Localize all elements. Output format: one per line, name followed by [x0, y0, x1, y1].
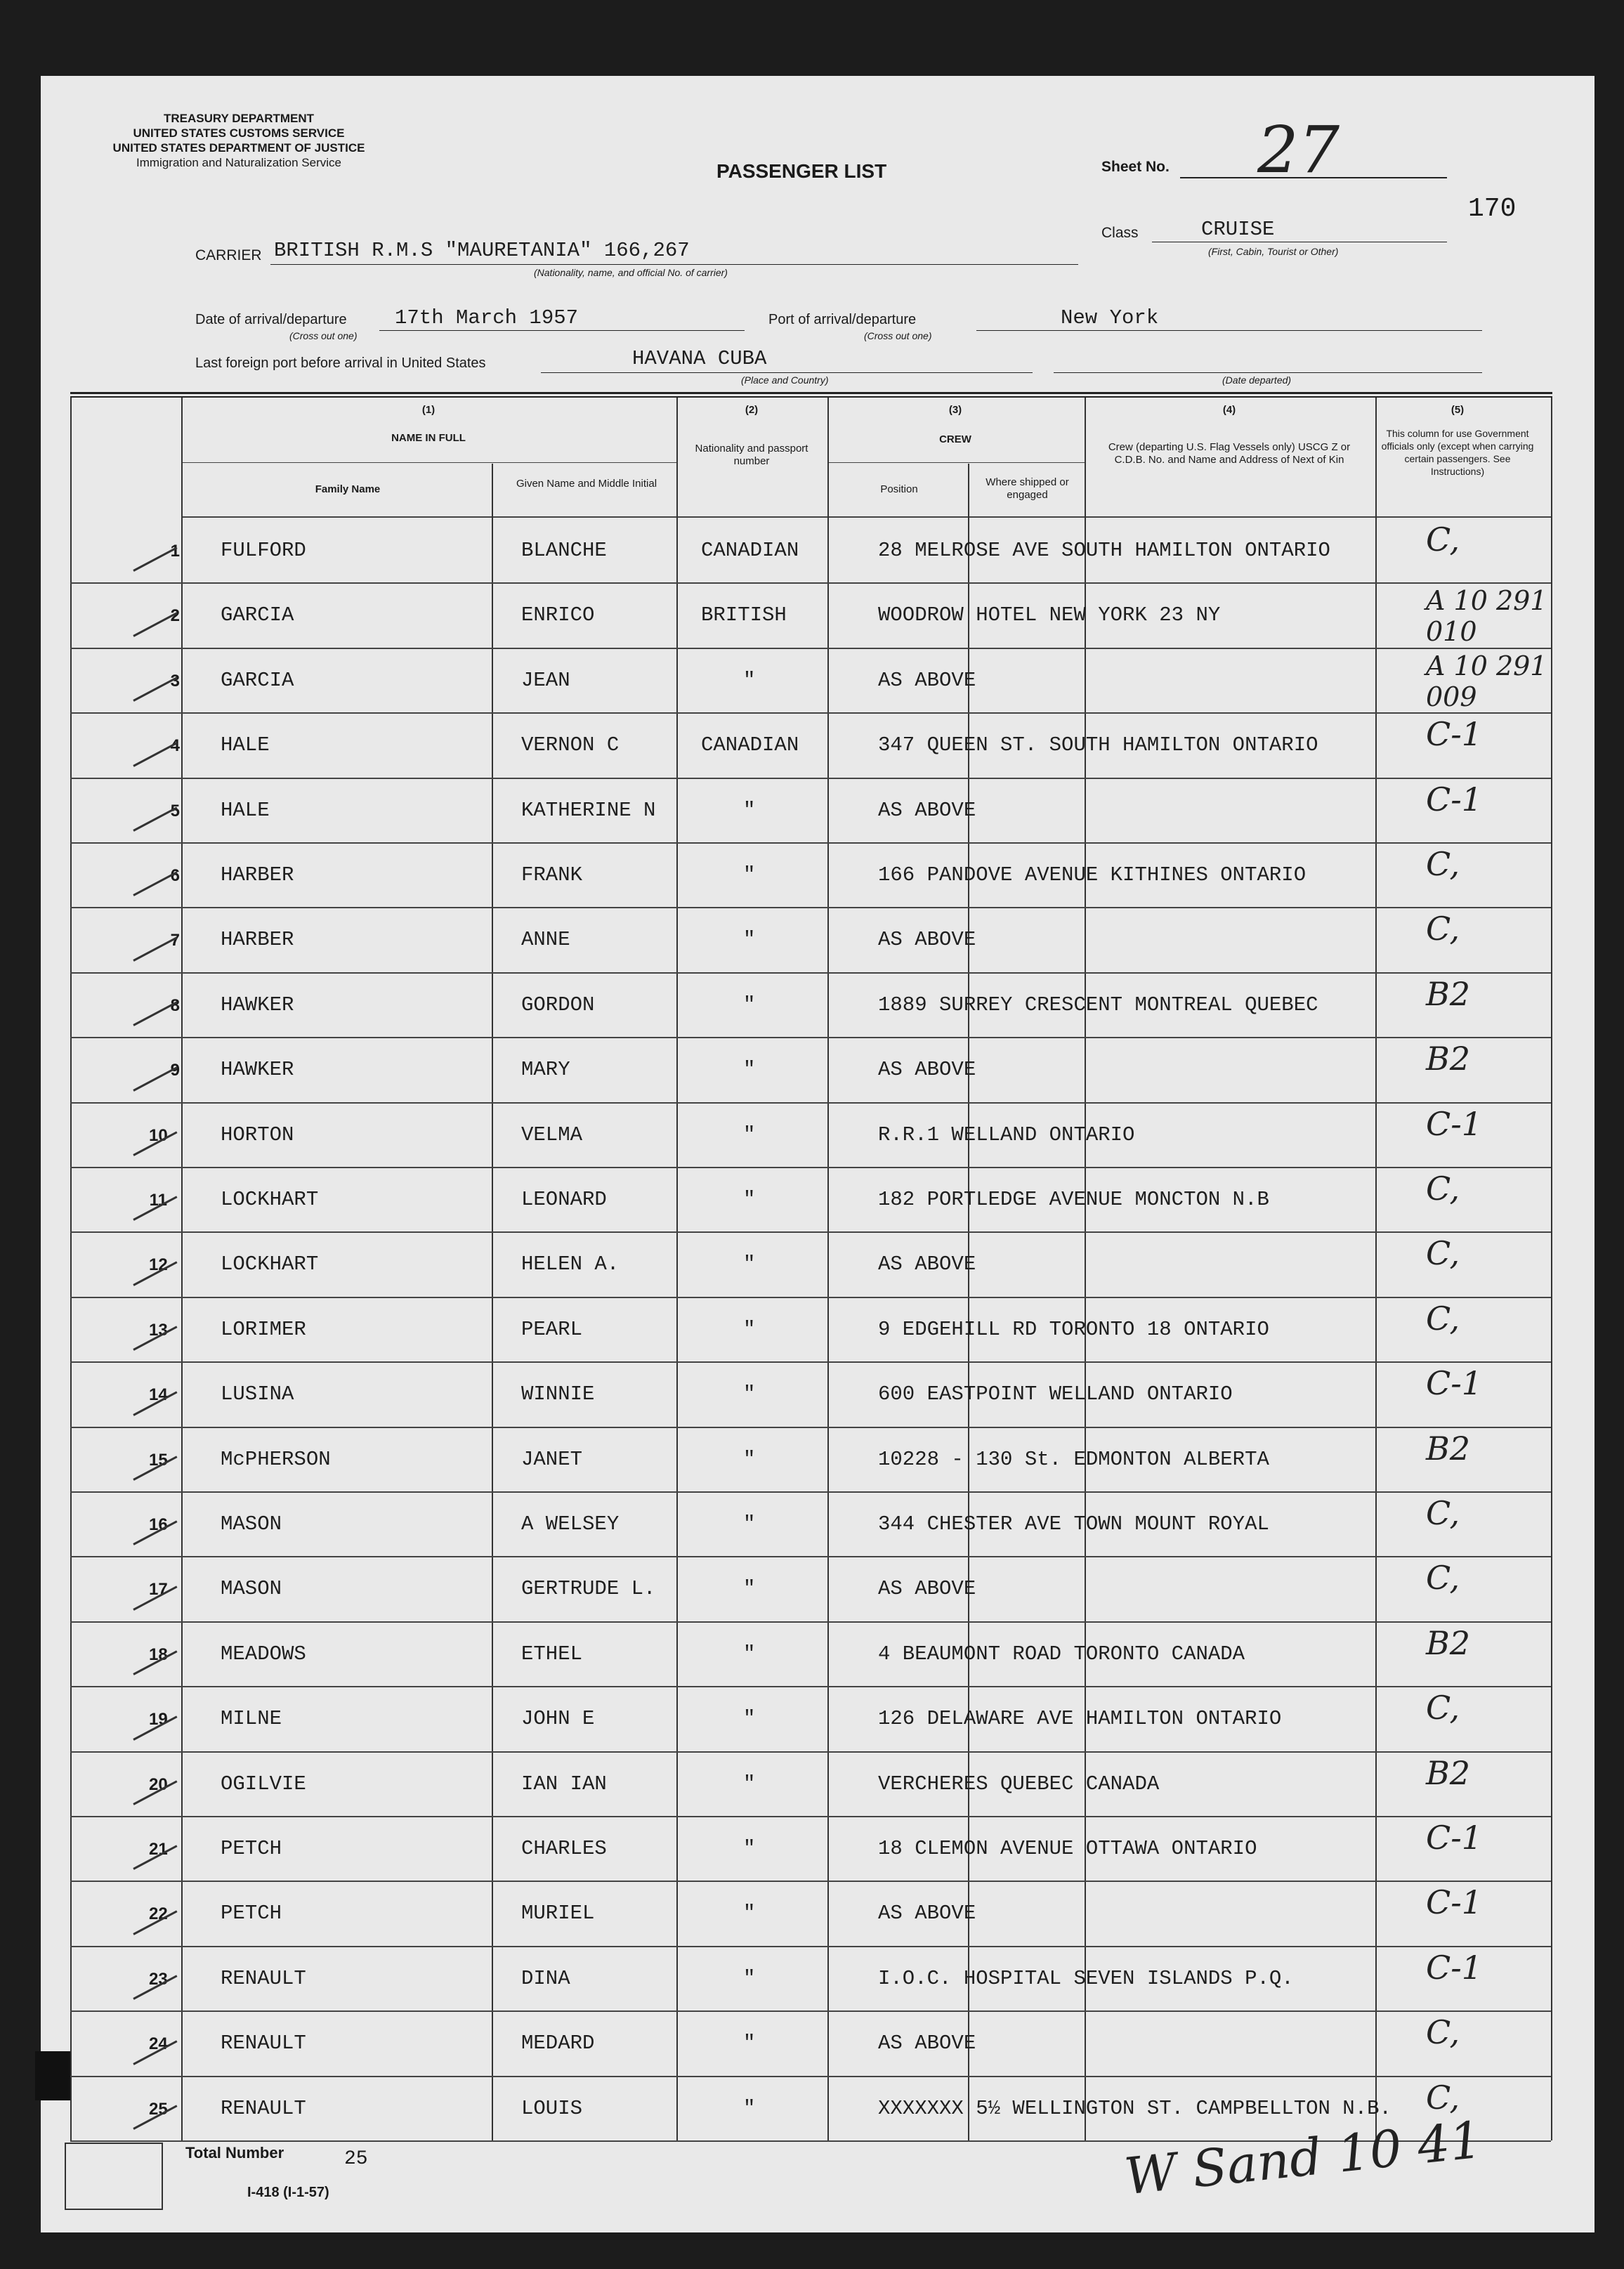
nationality: ": [743, 1837, 756, 1860]
nationality: ": [743, 1902, 756, 1925]
row-number: 9: [170, 1061, 180, 1080]
class-value: CRUISE: [1201, 218, 1275, 241]
address: 18 CLEMON AVENUE OTTAWA ONTARIO: [878, 1837, 1257, 1860]
table-row: [0, 1556, 1554, 1621]
col-1-title: NAME IN FULL: [391, 432, 466, 444]
table-row: [0, 1881, 1554, 1945]
family-name: MASON: [221, 1512, 282, 1536]
address: 1889 SURREY CRESCENT MONTREAL QUEBEC: [878, 993, 1318, 1016]
row-number: 22: [149, 1904, 168, 1924]
official-code: C,: [1426, 1170, 1460, 1208]
address: AS ABOVE: [878, 668, 976, 692]
family-name: RENAULT: [221, 2032, 306, 2055]
col-3-number: (3): [948, 404, 962, 416]
row-number: 2: [170, 606, 180, 626]
nationality: ": [743, 1058, 756, 1082]
port-label: Port of arrival/departure: [768, 312, 917, 327]
official-code: B2: [1426, 1040, 1471, 1078]
family-name: GARCIA: [221, 603, 294, 627]
given-name: PEARL: [521, 1317, 583, 1341]
row-number: 24: [149, 2034, 168, 2054]
family-name: RENAULT: [221, 1966, 306, 1990]
official-code: C,: [1426, 1494, 1460, 1532]
official-code: C-1: [1426, 780, 1483, 818]
nationality: ": [743, 2096, 756, 2120]
row-number: 13: [149, 1320, 168, 1340]
address: AS ABOVE: [878, 1902, 976, 1925]
given-name: GERTRUDE L.: [521, 1577, 656, 1601]
family-name: HORTON: [221, 1123, 294, 1146]
row-number: 20: [149, 1774, 168, 1794]
row-number: 8: [170, 995, 180, 1015]
nationality: ": [743, 928, 756, 952]
col-given-header: Given Name and Middle Initial: [516, 478, 657, 490]
table-row: [0, 1037, 1554, 1101]
given-name: ETHEL: [521, 1642, 583, 1666]
date-label: Date of arrival/departure: [195, 312, 347, 327]
address: 4 BEAUMONT ROAD TORONTO CANADA: [878, 1642, 1245, 1666]
port-hint: (Cross out one): [864, 330, 932, 341]
col-5-title: This column for use Government officials only (except when carrying certain passengers. See Instructions): [1381, 428, 1534, 477]
given-name: CHARLES: [521, 1837, 607, 1860]
given-name: FRANK: [521, 863, 583, 887]
official-code: C,: [1426, 1299, 1460, 1338]
table-row: [0, 1491, 1554, 1556]
family-name: OGILVIE: [221, 1772, 306, 1796]
carrier-label: CARRIER: [195, 247, 262, 263]
nationality: ": [743, 1188, 756, 1211]
address: WOODROW HOTEL NEW YORK 23 NY: [878, 603, 1221, 627]
table-row: [0, 778, 1554, 842]
nationality: ": [743, 1382, 756, 1406]
table-row: [0, 1621, 1554, 1686]
col-5-number: (5): [1451, 404, 1465, 416]
family-name: MASON: [221, 1577, 282, 1601]
col-family-header: Family Name: [315, 483, 381, 495]
given-name: KATHERINE N: [521, 798, 656, 822]
official-code: C-1: [1426, 1819, 1483, 1857]
port-value: New York: [1061, 306, 1159, 329]
official-code: C,: [1426, 1234, 1460, 1273]
class-label: Class: [1101, 225, 1139, 241]
row-number: 3: [170, 671, 180, 691]
date-value: 17th March 1957: [395, 306, 579, 329]
family-name: LOCKHART: [221, 1253, 319, 1276]
official-code: C-1: [1426, 1364, 1483, 1403]
given-name: VELMA: [521, 1123, 583, 1146]
address: XXXXXXX 5½ WELLINGTON ST. CAMPBELLTON N.B.: [878, 2096, 1391, 2120]
given-name: JEAN: [521, 668, 570, 692]
address: AS ABOVE: [878, 1577, 976, 1601]
official-code: C-1: [1426, 1948, 1483, 1987]
given-name: JOHN E: [521, 1707, 595, 1731]
table-row: [0, 518, 1554, 582]
agency-block: [91, 111, 386, 170]
official-code: C-1: [1426, 1883, 1483, 1922]
address: VERCHERES QUEBEC CANADA: [878, 1772, 1160, 1796]
family-name: PETCH: [221, 1837, 282, 1860]
row-number: 15: [149, 1450, 168, 1470]
family-name: RENAULT: [221, 2096, 306, 2120]
table-row: [0, 1427, 1554, 1491]
row-number: 16: [149, 1515, 168, 1534]
family-name: HALE: [221, 733, 270, 757]
given-name: WINNIE: [521, 1382, 595, 1406]
given-name: DINA: [521, 1966, 570, 1990]
nationality: ": [743, 1707, 756, 1731]
official-code: C,: [1426, 2013, 1460, 2052]
row-number: 23: [149, 1969, 168, 1989]
last-port-label: Last foreign port before arrival in United States: [195, 355, 486, 371]
table-row: [0, 972, 1554, 1037]
col-position-header: Position: [880, 483, 918, 495]
family-name: LOCKHART: [221, 1188, 319, 1211]
nationality: ": [743, 798, 756, 822]
given-name: GORDON: [521, 993, 595, 1016]
nationality: ": [743, 2032, 756, 2055]
row-number: 7: [170, 931, 180, 950]
official-code: B2: [1426, 1623, 1471, 1662]
nationality: CANADIAN: [701, 539, 799, 562]
official-code: B2: [1426, 1429, 1471, 1467]
sheet-label: Sheet No.: [1101, 159, 1170, 175]
address: 28 MELROSE AVE SOUTH HAMILTON ONTARIO: [878, 539, 1330, 562]
table-row: [0, 1361, 1554, 1426]
official-code: C,: [1426, 521, 1460, 558]
official-code: A 10 291 009: [1426, 650, 1547, 712]
carrier-value: BRITISH R.M.S "MAURETANIA" 166,267: [274, 239, 690, 262]
given-name: ENRICO: [521, 603, 595, 627]
address: 600 EASTPOINT WELLAND ONTARIO: [878, 1382, 1233, 1406]
agency-line-4: Immigration and Naturalization Service: [136, 156, 341, 169]
family-name: PETCH: [221, 1902, 282, 1925]
total-label: Total Number: [185, 2144, 284, 2162]
table-row: [0, 648, 1554, 712]
nationality: ": [743, 1642, 756, 1666]
official-code: B2: [1426, 1753, 1471, 1792]
row-number: 19: [149, 1710, 168, 1729]
agency-line-1: TREASURY DEPARTMENT: [163, 112, 315, 125]
row-number: 1: [170, 542, 180, 561]
given-name: VERNON C: [521, 733, 620, 757]
family-name: LUSINA: [221, 1382, 294, 1406]
nationality: ": [743, 1253, 756, 1276]
family-name: MILNE: [221, 1707, 282, 1731]
row-number: 25: [149, 2099, 168, 2119]
family-name: HAWKER: [221, 993, 294, 1016]
col-where-header: Where shipped or engaged: [985, 476, 1069, 501]
class-hint: (First, Cabin, Tourist or Other): [1208, 246, 1339, 257]
last-port-value: HAVANA CUBA: [632, 347, 767, 370]
table-row: [0, 907, 1554, 972]
total-value: 25: [344, 2148, 368, 2170]
table-row: [0, 1297, 1554, 1361]
official-code: C-1: [1426, 1104, 1483, 1143]
address: AS ABOVE: [878, 928, 976, 952]
inspector-signature: W Sand 10 41: [1122, 2110, 1485, 2206]
address: 9 EDGEHILL RD TORONTO 18 ONTARIO: [878, 1317, 1269, 1341]
row-number: 4: [170, 736, 180, 756]
nationality: ": [743, 1772, 756, 1796]
official-code: C,: [1426, 845, 1460, 883]
nationality: BRITISH: [701, 603, 787, 627]
date-hint: (Cross out one): [289, 330, 358, 341]
official-code: A 10 291 010: [1426, 585, 1547, 648]
place-hint: (Place and Country): [741, 374, 829, 386]
nationality: ": [743, 668, 756, 692]
table-row: [0, 1167, 1554, 1231]
nationality: ": [743, 1447, 756, 1471]
given-name: LOUIS: [521, 2096, 583, 2120]
nationality: ": [743, 993, 756, 1016]
date-departed-hint: (Date departed): [1222, 374, 1292, 386]
official-code: C,: [1426, 1689, 1460, 1727]
total-box: [65, 2143, 163, 2210]
col-1-number: (1): [421, 404, 436, 416]
form-id: I-418 (I-1-57): [247, 2185, 329, 2200]
nationality: ": [743, 1317, 756, 1341]
nationality: ": [743, 1123, 756, 1146]
sheet-number: 27: [1257, 112, 1340, 188]
table-row: [0, 1102, 1554, 1167]
given-name: HELEN A.: [521, 1253, 620, 1276]
family-name: GARCIA: [221, 668, 294, 692]
col-4-title: Crew (departing U.S. Flag Vessels only) USCG Z or C.D.B. No. and Name and Address of Next of Kin: [1108, 441, 1351, 466]
row-number: 5: [170, 801, 180, 820]
nationality: ": [743, 1512, 756, 1536]
family-name: MEADOWS: [221, 1642, 306, 1666]
family-name: HAWKER: [221, 1058, 294, 1082]
row-number: 14: [149, 1385, 168, 1405]
given-name: MARY: [521, 1058, 570, 1082]
table-row: [0, 2010, 1554, 2075]
nationality: ": [743, 1966, 756, 1990]
family-name: McPHERSON: [221, 1447, 331, 1471]
address: 347 QUEEN ST. SOUTH HAMILTON ONTARIO: [878, 733, 1318, 757]
col-4-number: (4): [1222, 404, 1236, 416]
row-number: 11: [149, 1191, 167, 1210]
address: 126 DELAWARE AVE HAMILTON ONTARIO: [878, 1707, 1282, 1731]
official-code: B2: [1426, 974, 1471, 1013]
given-name: MEDARD: [521, 2032, 595, 2055]
row-number: 12: [149, 1255, 168, 1275]
given-name: MURIEL: [521, 1902, 595, 1925]
family-name: FULFORD: [221, 539, 306, 562]
row-number: 6: [170, 866, 180, 885]
address: 182 PORTLEDGE AVENUE MONCTON N.B: [878, 1188, 1269, 1211]
official-code: C-1: [1426, 715, 1483, 754]
agency-line-2: UNITED STATES CUSTOMS SERVICE: [133, 126, 345, 140]
given-name: A WELSEY: [521, 1512, 620, 1536]
table-row: [0, 1946, 1554, 2010]
carrier-hint: (Nationality, name, and official No. of carrier): [534, 267, 728, 278]
row-number: 10: [149, 1125, 168, 1145]
official-code: C,: [1426, 2078, 1460, 2117]
table-row: [0, 1816, 1554, 1881]
address: AS ABOVE: [878, 798, 976, 822]
col-3-title: CREW: [939, 433, 971, 445]
address: AS ABOVE: [878, 1253, 976, 1276]
table-row: [0, 842, 1554, 907]
table-row: [0, 1751, 1554, 1816]
address: R.R.1 WELLAND ONTARIO: [878, 1123, 1135, 1146]
family-name: HALE: [221, 798, 270, 822]
page-number: 170: [1468, 194, 1517, 224]
table-row: [0, 1231, 1554, 1296]
family-name: HARBER: [221, 928, 294, 952]
given-name: JANET: [521, 1447, 583, 1471]
given-name: IAN IAN: [521, 1772, 607, 1796]
address: 344 CHESTER AVE TOWN MOUNT ROYAL: [878, 1512, 1269, 1536]
nationality: ": [743, 863, 756, 887]
address: AS ABOVE: [878, 2032, 976, 2055]
address: I.O.C. HOSPITAL SEVEN ISLANDS P.Q.: [878, 1966, 1294, 1990]
binding-mark: [35, 2051, 70, 2100]
page-title: PASSENGER LIST: [716, 160, 887, 182]
agency-line-3: UNITED STATES DEPARTMENT OF JUSTICE: [112, 141, 365, 155]
table-row: [0, 712, 1554, 777]
family-name: HARBER: [221, 863, 294, 887]
address: AS ABOVE: [878, 1058, 976, 1082]
given-name: LEONARD: [521, 1188, 607, 1211]
row-number: 21: [149, 1840, 168, 1859]
address: 166 PANDOVE AVENUE KITHINES ONTARIO: [878, 863, 1307, 887]
col-2-number: (2): [745, 404, 759, 416]
table-row: [0, 582, 1554, 647]
family-name: LORIMER: [221, 1317, 306, 1341]
nationality: ": [743, 1577, 756, 1601]
address: 10228 - 130 St. EDMONTON ALBERTA: [878, 1447, 1269, 1471]
row-number: 17: [149, 1580, 168, 1600]
nationality: CANADIAN: [701, 733, 799, 757]
row-number: 18: [149, 1644, 168, 1664]
given-name: BLANCHE: [521, 539, 607, 562]
col-2-title: Nationality and passport number: [695, 443, 808, 467]
table-row: [0, 1686, 1554, 1751]
given-name: ANNE: [521, 928, 570, 952]
official-code: C,: [1426, 910, 1460, 948]
official-code: C,: [1426, 1559, 1460, 1597]
